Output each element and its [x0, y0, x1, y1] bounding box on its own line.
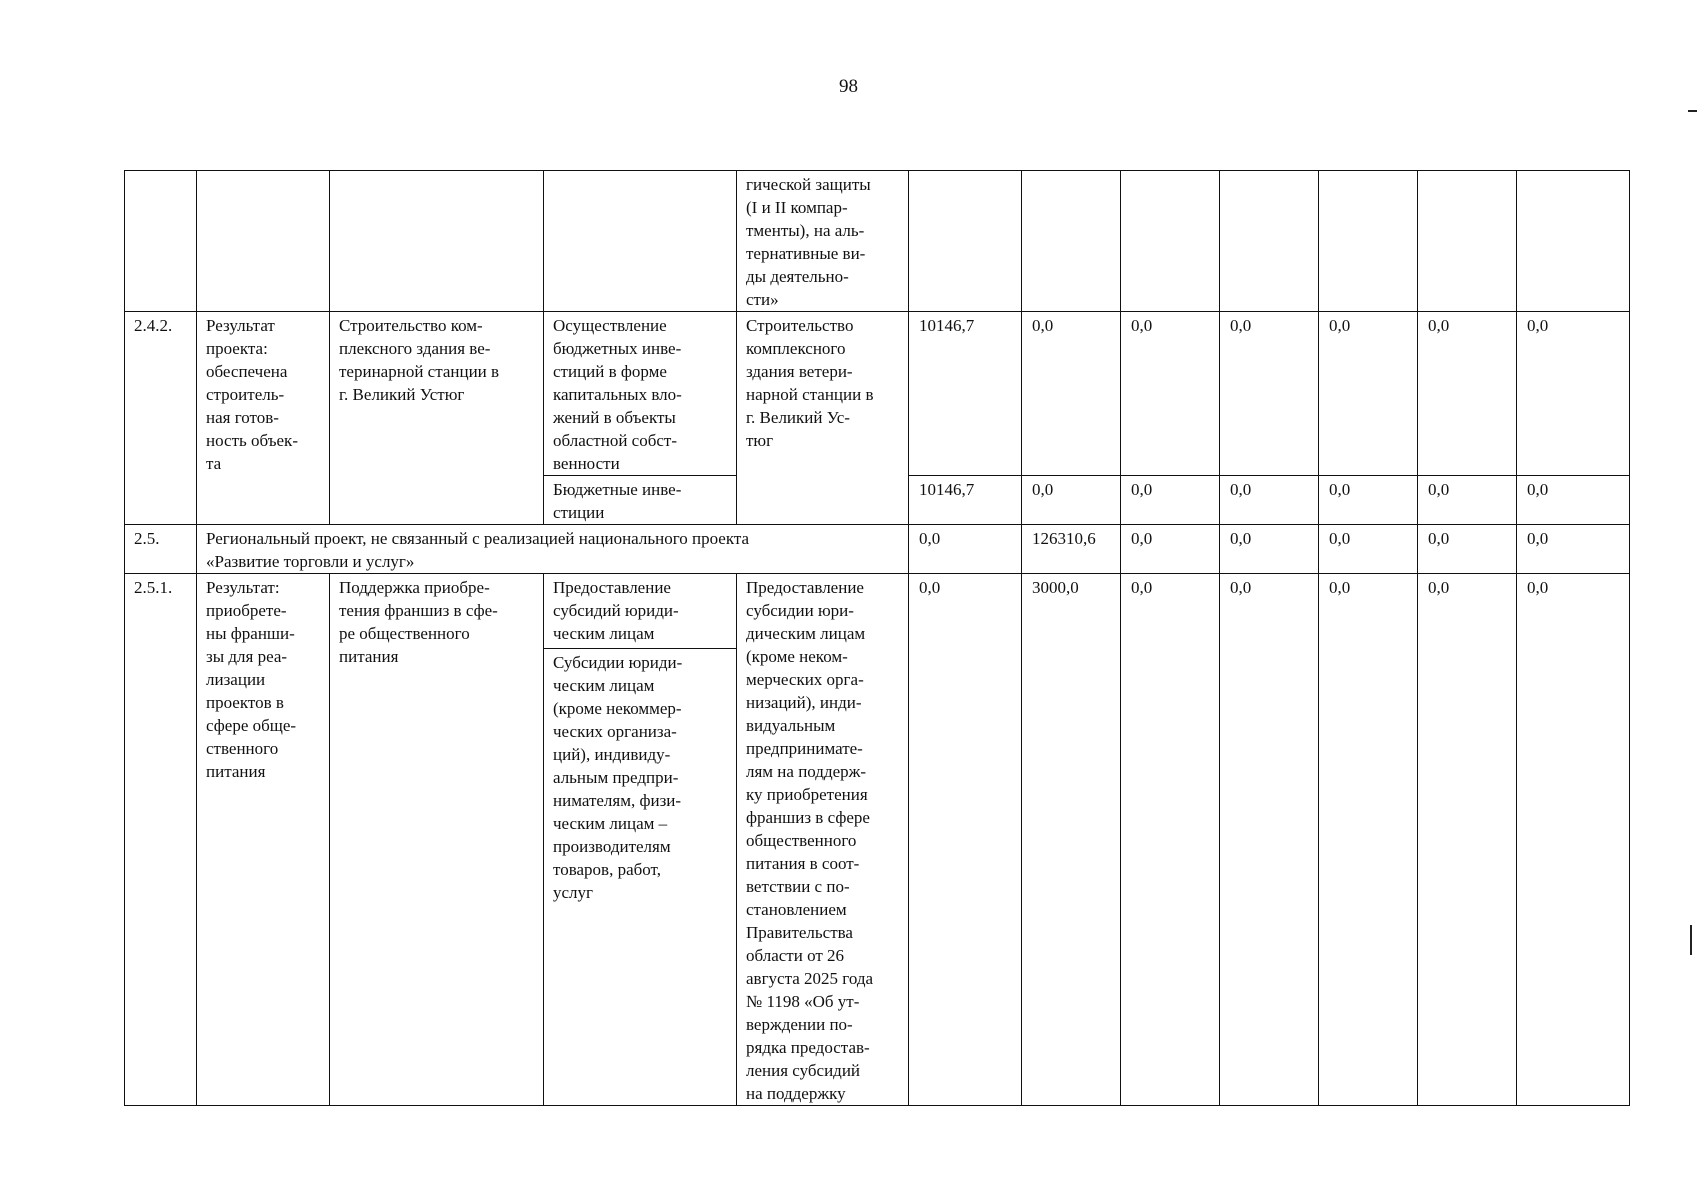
value-cell: 0,0 — [1121, 312, 1220, 476]
table-row — [125, 171, 1630, 312]
value-cell: 0,0 — [1121, 525, 1220, 574]
code-cell — [125, 171, 197, 312]
value-cell: 0,0 — [1517, 574, 1630, 1106]
value-cell: 0,0 — [1418, 476, 1517, 525]
code-cell: 2.4.2. — [125, 312, 197, 525]
value-cell — [1121, 171, 1220, 312]
object-cell: Строительство комплексного здания ветери- нарной станции в г. Великий Ус- тюг — [737, 312, 909, 525]
object-cell: гической защиты (I и II компар- тменты), на аль- тернативные ви- ды деятельно- сти» — [737, 171, 909, 312]
value-cell: 0,0 — [1022, 312, 1121, 476]
value-cell: 0,0 — [1220, 525, 1319, 574]
value-cell: 10146,7 — [909, 312, 1022, 476]
event-cell: Поддержка приобре- тения франшиз в сфе- ре общественного питания — [330, 574, 544, 1106]
value-cell: 0,0 — [1319, 476, 1418, 525]
value-cell: 0,0 — [1220, 476, 1319, 525]
event-cell — [330, 171, 544, 312]
table-row — [125, 574, 1630, 649]
direction-cell: Предоставление субсидий юриди- ческим лицам — [544, 574, 737, 649]
value-cell: 126310,6 — [1022, 525, 1121, 574]
value-cell: 0,0 — [1517, 312, 1630, 476]
value-cell: 10146,7 — [909, 476, 1022, 525]
value-cell — [1418, 171, 1517, 312]
direction-cell: Субсидии юриди- ческим лицам (кроме некоммер- ческих организа- ций), индивиду- альным предпри- нимателям, физи- ческим лицам – производителям товаров, работ, услуг — [544, 648, 737, 1105]
value-cell: 0,0 — [909, 574, 1022, 1106]
code-cell: 2.5.1. — [125, 574, 197, 1106]
result-cell — [197, 171, 330, 312]
object-cell: Предоставление субсидии юри- дическим лицам (кроме неком- мерческих орга- низаций), инди- видуальным предпринимате- лям на поддерж- ку приобретения франшиз в сфере общественного питания в соот- ветствии с по- становлением Правительства области от 26 августа 2025 года № 1198 «Об ут- верждении по- рядка предостав- ления субсидий на поддержку — [737, 574, 909, 1106]
edge-mark — [1688, 110, 1697, 112]
value-cell — [1319, 171, 1418, 312]
result-cell: Результат: приобрете- ны франши- зы для реа- лизации проектов в сфере обще- ственного питания — [197, 574, 330, 1106]
event-cell: Строительство ком- плексного здания ве- теринарной станции в г. Великий Устюг — [330, 312, 544, 525]
value-cell: 0,0 — [1517, 525, 1630, 574]
value-cell: 3000,0 — [1022, 574, 1121, 1106]
table-row — [125, 525, 1630, 574]
value-cell: 0,0 — [909, 525, 1022, 574]
value-cell — [909, 171, 1022, 312]
value-cell: 0,0 — [1022, 476, 1121, 525]
value-cell: 0,0 — [1418, 312, 1517, 476]
value-cell — [1220, 171, 1319, 312]
value-cell: 0,0 — [1319, 525, 1418, 574]
page-number: 98 — [839, 76, 858, 97]
project-title-cell: Региональный проект, не связанный с реализацией национального проекта «Развитие торговли и услуг» — [197, 525, 909, 574]
value-cell: 0,0 — [1319, 574, 1418, 1106]
value-cell: 0,0 — [1121, 574, 1220, 1106]
budget-table — [124, 170, 1630, 1106]
edge-mark — [1690, 925, 1692, 955]
value-cell — [1517, 171, 1630, 312]
value-cell: 0,0 — [1121, 476, 1220, 525]
value-cell: 0,0 — [1319, 312, 1418, 476]
value-cell — [1022, 171, 1121, 312]
value-cell: 0,0 — [1418, 574, 1517, 1106]
direction-cell: Бюджетные инве- стиции — [544, 476, 737, 525]
value-cell: 0,0 — [1418, 525, 1517, 574]
value-cell: 0,0 — [1220, 312, 1319, 476]
direction-cell: Осуществление бюджетных инве- стиций в форме капитальных вло- жений в объекты областной собст- венности — [544, 312, 737, 476]
direction-cell — [544, 171, 737, 312]
result-cell: Результат проекта: обеспечена строитель- ная готов- ность объек- та — [197, 312, 330, 525]
value-cell: 0,0 — [1517, 476, 1630, 525]
code-cell: 2.5. — [125, 525, 197, 574]
table-row — [125, 312, 1630, 476]
value-cell: 0,0 — [1220, 574, 1319, 1106]
